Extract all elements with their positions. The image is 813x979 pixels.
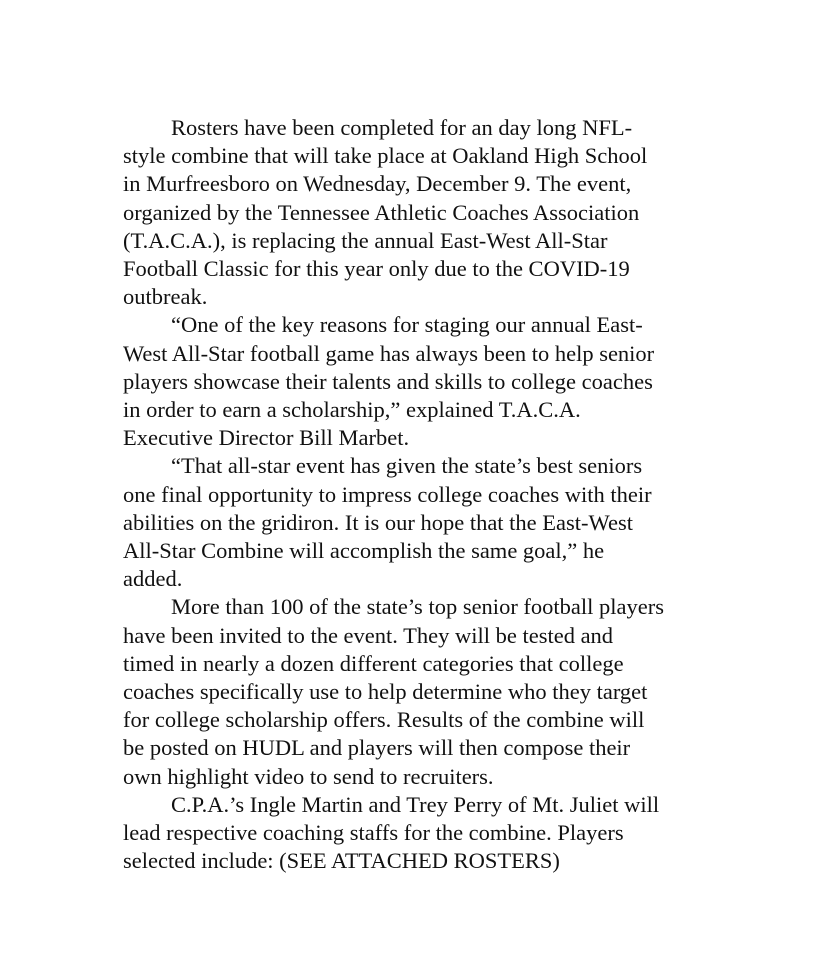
text-line: Executive Director Bill Marbet. bbox=[123, 425, 410, 451]
text-line: “That all-star event has given the state’s best seniors bbox=[171, 453, 643, 479]
paragraph-2 bbox=[123, 311, 723, 452]
text-line: one final opportunity to impress college coaches with their bbox=[123, 481, 652, 507]
text-line: organized by the Tennessee Athletic Coaches Association bbox=[123, 199, 640, 225]
paragraph-3 bbox=[123, 452, 723, 593]
text-line: timed in nearly a dozen different categories that college bbox=[123, 650, 624, 676]
text-line: outbreak. bbox=[123, 284, 208, 310]
paragraph-4 bbox=[123, 593, 723, 790]
text-line: abilities on the gridiron. It is our hope that the East-West bbox=[123, 509, 633, 535]
text-line: Rosters have been completed for an day long NFL- bbox=[171, 115, 633, 140]
paragraph-5 bbox=[123, 791, 723, 876]
text-line: be posted on HUDL and players will then compose their bbox=[123, 735, 631, 761]
text-line: coaches specifically use to help determine who they target bbox=[123, 679, 648, 705]
text-line: “One of the key reasons for staging our annual East- bbox=[171, 312, 643, 338]
paragraph-1 bbox=[123, 114, 723, 311]
text-line: added. bbox=[123, 566, 183, 592]
text-line: have been invited to the event. They will be tested and bbox=[123, 622, 614, 648]
text-line: players showcase their talents and skills to college coaches bbox=[123, 368, 653, 394]
text-line: Football Classic for this year only due to the COVID-19 bbox=[123, 256, 630, 282]
text-line: West All-Star football game has always been to help senior bbox=[123, 340, 655, 366]
article-body bbox=[123, 114, 723, 875]
text-line: selected include: (SEE ATTACHED ROSTERS) bbox=[123, 848, 560, 874]
text-line: (T.A.C.A.), is replacing the annual East-West All-Star bbox=[123, 227, 608, 253]
text-line: for college scholarship offers. Results of the combine will bbox=[123, 707, 645, 733]
text-line: C.P.A.’s Ingle Martin and Trey Perry of Mt. Juliet will bbox=[171, 791, 660, 817]
text-line: lead respective coaching staffs for the combine. Players bbox=[123, 820, 624, 846]
text-line: in Murfreesboro on Wednesday, December 9. The event, bbox=[123, 171, 632, 197]
text-line: in order to earn a scholarship,” explained T.A.C.A. bbox=[123, 397, 581, 423]
text-line: All-Star Combine will accomplish the same goal,” he bbox=[123, 538, 605, 564]
text-line: style combine that will take place at Oakland High School bbox=[123, 143, 648, 169]
text-line: own highlight video to send to recruiters. bbox=[123, 763, 494, 789]
text-line: More than 100 of the state’s top senior football players bbox=[171, 594, 665, 620]
